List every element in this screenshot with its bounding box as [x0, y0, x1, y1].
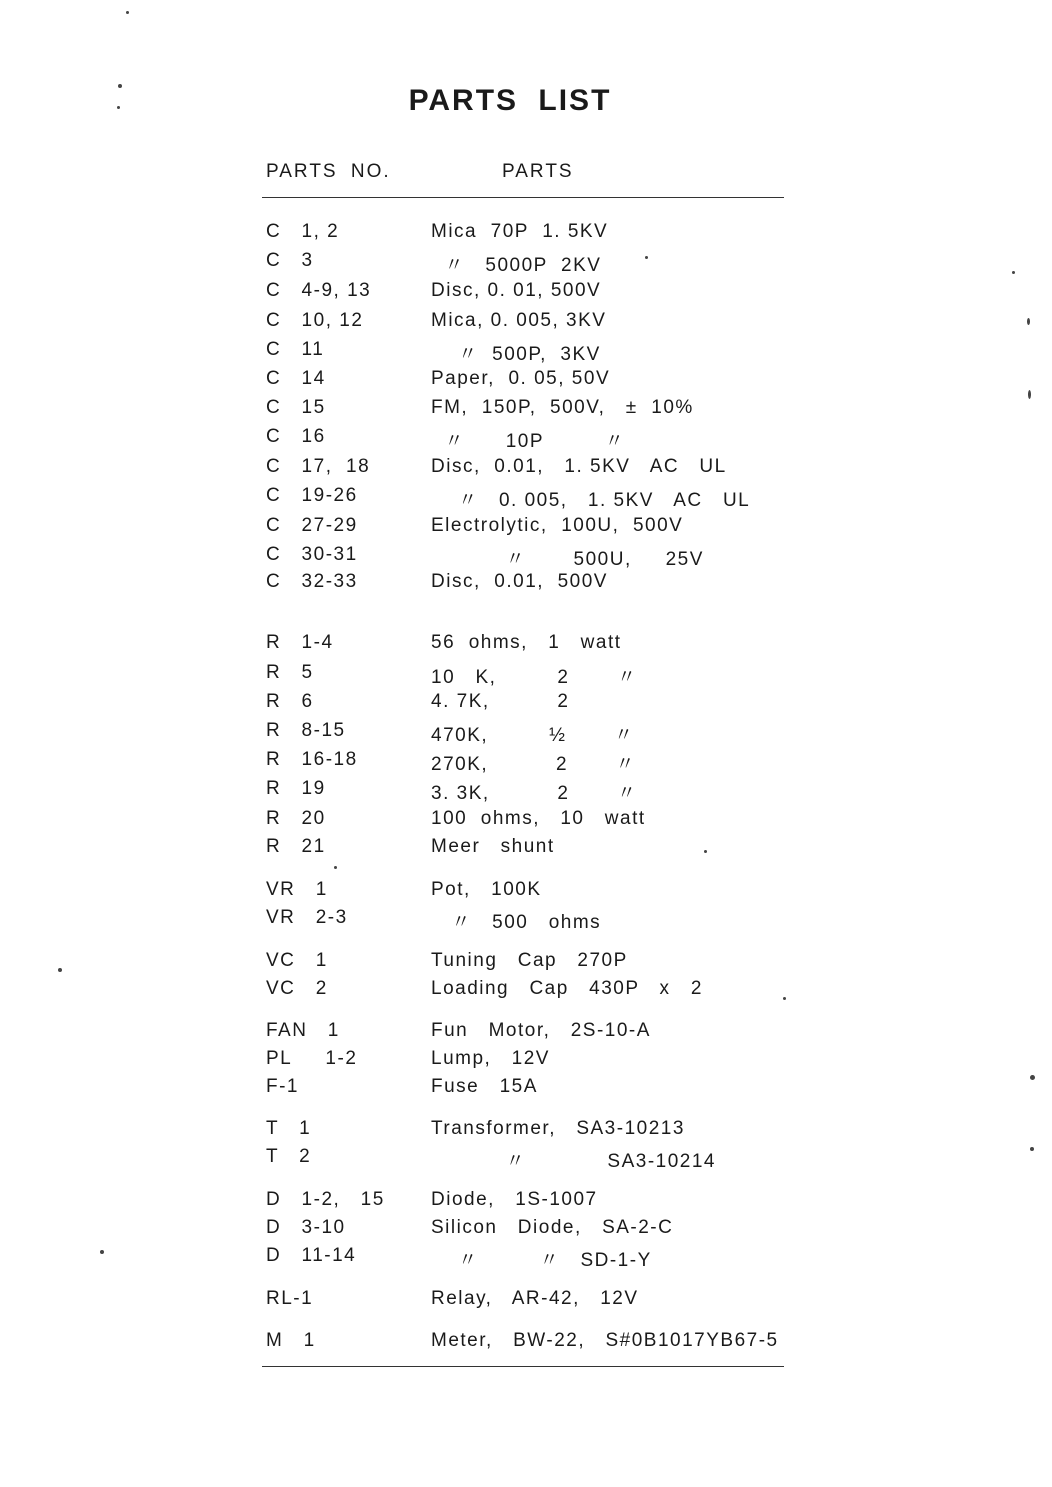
part-description: Lump, 12V: [431, 1048, 550, 1069]
part-description: Diode, 1S-1007: [431, 1189, 598, 1210]
part-description: Electrolytic, 100U, 500V: [431, 515, 684, 536]
parts-row: [0, 456, 1052, 484]
part-number: R 19: [266, 778, 326, 799]
part-description: 〃 500 ohms: [431, 912, 602, 933]
parts-row: [0, 808, 1052, 836]
part-number: T 1: [266, 1118, 312, 1139]
parts-row: [0, 1118, 1052, 1146]
part-description: Tuning Cap 270P: [431, 950, 628, 971]
part-number: D 3-10: [266, 1217, 346, 1238]
parts-row: [0, 1330, 1052, 1358]
parts-row: [0, 571, 1052, 599]
scan-speck: [334, 866, 337, 869]
parts-row: [0, 397, 1052, 425]
part-number: R 20: [266, 808, 326, 829]
part-description: Disc, 0.01, 500V: [431, 571, 608, 592]
parts-row: [0, 485, 1052, 513]
parts-row: [0, 1189, 1052, 1217]
parts-row: [0, 632, 1052, 660]
parts-row: [0, 1245, 1052, 1273]
parts-row: [0, 280, 1052, 308]
part-number: VC 2: [266, 978, 328, 999]
part-number: R 5: [266, 662, 314, 683]
part-description: 〃 5000P 2KV: [431, 255, 602, 276]
part-description: Meer shunt: [431, 836, 555, 857]
parts-row: [0, 978, 1052, 1006]
parts-row: [0, 879, 1052, 907]
part-description: Transformer, SA3-10213: [431, 1118, 685, 1139]
part-number: C 17, 18: [266, 456, 371, 477]
part-description: 〃 10P 〃: [431, 431, 626, 452]
part-description: Disc, 0.01, 1. 5KV AC UL: [431, 456, 727, 477]
parts-row: [0, 368, 1052, 396]
part-description: Disc, 0. 01, 500V: [431, 280, 602, 301]
scan-speck: [1030, 1147, 1034, 1151]
parts-row: [0, 778, 1052, 806]
part-number: C 3: [266, 250, 314, 271]
part-number: D 11-14: [266, 1245, 357, 1266]
part-description: 470K, ½ 〃: [431, 725, 635, 746]
parts-row: [0, 662, 1052, 690]
scan-speck: [118, 84, 122, 88]
part-number: C 11: [266, 339, 325, 360]
part-description: 〃 〃 SD-1-Y: [431, 1250, 652, 1271]
parts-row: [0, 749, 1052, 777]
part-number: R 8-15: [266, 720, 346, 741]
part-number: C 1, 2: [266, 221, 340, 242]
scan-speck: [126, 11, 129, 14]
part-number: RL-1: [266, 1288, 314, 1309]
part-description: Mica, 0. 005, 3KV: [431, 310, 607, 331]
footer-divider: [262, 1366, 784, 1367]
parts-row: [0, 544, 1052, 572]
parts-row: [0, 1020, 1052, 1048]
part-number: R 21: [266, 836, 326, 857]
part-number: D 1-2, 15: [266, 1189, 385, 1210]
scan-speck: [1028, 390, 1031, 399]
part-description: Fun Motor, 2S-10-A: [431, 1020, 651, 1041]
parts-row: [0, 950, 1052, 978]
part-number: M 1: [266, 1330, 316, 1351]
part-description: 〃 0. 005, 1. 5KV AC UL: [431, 490, 751, 511]
parts-row: [0, 836, 1052, 864]
part-number: C 14: [266, 368, 326, 389]
column-header-parts-no: PARTS NO.: [266, 161, 391, 182]
parts-row: [0, 1288, 1052, 1316]
part-number: F-1: [266, 1076, 299, 1097]
part-number: C 16: [266, 426, 326, 447]
part-number: R 6: [266, 691, 314, 712]
scan-speck: [117, 106, 120, 109]
part-number: C 10, 12: [266, 310, 364, 331]
part-number: C 32-33: [266, 571, 358, 592]
scan-speck: [783, 997, 786, 1000]
parts-row: [0, 1048, 1052, 1076]
part-description: 〃 500P, 3KV: [431, 344, 601, 365]
part-description: Relay, AR-42, 12V: [431, 1288, 639, 1309]
parts-row: [0, 250, 1052, 278]
parts-row: [0, 426, 1052, 454]
part-description: 56 ohms, 1 watt: [431, 632, 622, 653]
scan-speck: [704, 850, 707, 853]
part-number: C 4-9, 13: [266, 280, 372, 301]
part-number: R 16-18: [266, 749, 358, 770]
parts-row: [0, 515, 1052, 543]
scan-speck: [1027, 318, 1030, 325]
part-description: 100 ohms, 10 watt: [431, 808, 646, 829]
part-description: Paper, 0. 05, 50V: [431, 368, 611, 389]
scan-speck: [100, 1250, 104, 1254]
column-header-parts: PARTS: [502, 161, 574, 182]
part-number: C 30-31: [266, 544, 358, 565]
part-description: 〃 500U, 25V: [431, 549, 704, 570]
part-description: Loading Cap 430P x 2: [431, 978, 703, 999]
part-description: Meter, BW-22, S#0B1017YB67-5: [431, 1330, 779, 1351]
part-number: FAN 1: [266, 1020, 340, 1041]
part-description: 4. 7K, 2: [431, 691, 570, 712]
part-number: T 2: [266, 1146, 312, 1167]
parts-row: [0, 221, 1052, 249]
part-description: Mica 70P 1. 5KV: [431, 221, 609, 242]
parts-row: [0, 1076, 1052, 1104]
parts-row: [0, 310, 1052, 338]
part-number: VR 1: [266, 879, 328, 900]
part-description: 10 K, 2 〃: [431, 667, 638, 688]
part-description: Silicon Diode, SA-2-C: [431, 1217, 674, 1238]
part-number: C 19-26: [266, 485, 358, 506]
scan-speck: [1030, 1075, 1035, 1080]
part-number: R 1-4: [266, 632, 334, 653]
parts-row: [0, 1146, 1052, 1174]
part-number: PL 1-2: [266, 1048, 358, 1069]
parts-row: [0, 720, 1052, 748]
part-description: FM, 150P, 500V, ± 10%: [431, 397, 694, 418]
part-description: 〃 SA3-10214: [431, 1151, 716, 1172]
header-divider: [262, 197, 784, 198]
part-number: C 27-29: [266, 515, 358, 536]
part-description: 270K, 2 〃: [431, 754, 636, 775]
scan-speck: [645, 256, 648, 259]
part-number: C 15: [266, 397, 326, 418]
parts-row: [0, 1217, 1052, 1245]
page-title: PARTS LIST: [408, 84, 612, 117]
part-description: Pot, 100K: [431, 879, 542, 900]
part-description: 3. 3K, 2 〃: [431, 783, 638, 804]
parts-row: [0, 339, 1052, 367]
scan-speck: [58, 968, 62, 972]
part-number: VC 1: [266, 950, 328, 971]
parts-row: [0, 907, 1052, 935]
scan-speck: [1012, 271, 1015, 274]
parts-row: [0, 691, 1052, 719]
part-number: VR 2-3: [266, 907, 348, 928]
part-description: Fuse 15A: [431, 1076, 538, 1097]
